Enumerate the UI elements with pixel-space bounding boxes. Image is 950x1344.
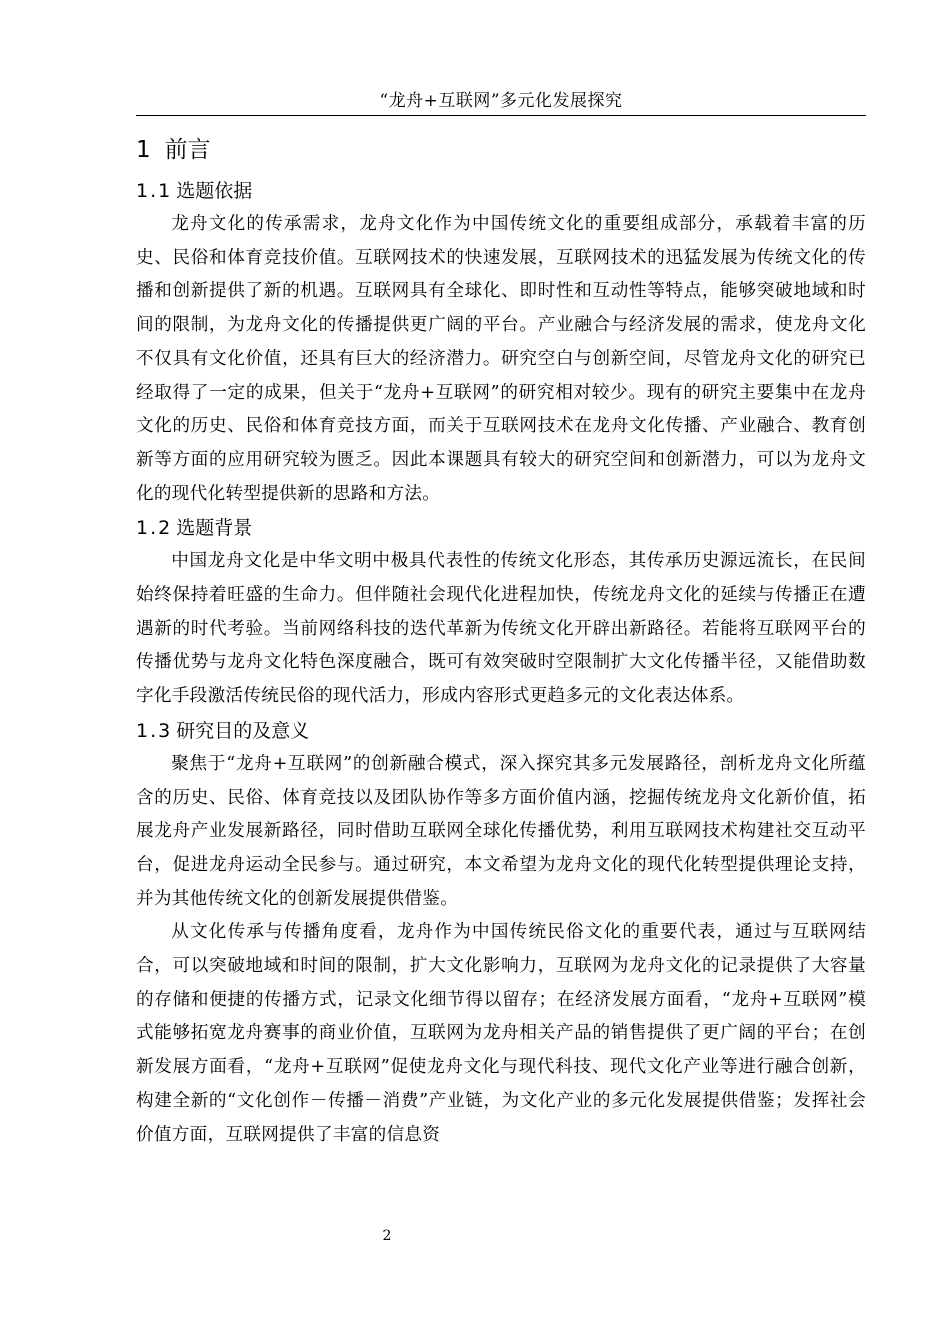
section-heading <box>136 511 866 545</box>
paragraph: 龙舟文化的传承需求，龙舟文化作为中国传统文化的重要组成部分，承载着丰富的历史、民俗和体育竞技价值。互联网技术的快速发展，互联网技术的迅猛发展为传统文化的传播和创新提供了新的机遇。互联网具有全球化、即时性和互动性等特点，能够突破地域和时间的限制，为龙舟文化的传播提供更广阔的平台。产业融合与经济发展的需求，使龙舟文化不仅具有文化价值，还具有巨大的经济潜力。研究空白与创新空间，尽管龙舟文化的研究已经取得了一定的成果，但关于“龙舟+互联网”的研究相对较少。现有的研究主要集中在龙舟文化的历史、民俗和体育竞技方面，而关于互联网技术在龙舟文化传播、产业融合、教育创新等方面的应用研究较为匮乏。因此本课题具有较大的研究空间和创新潜力，可以为龙舟文化的现代化转型提供新的思路和方法。 <box>136 214 866 504</box>
paragraph: 从文化传承与传播角度看，龙舟作为中国传统民俗文化的重要代表，通过与互联网结合，可以突破地域和时间的限制，扩大文化影响力，互联网为龙舟文化的记录提供了大容量的存储和便捷的传播方式，记录文化细节得以留存；在经济发展方面看，“龙舟+互联网”模式能够拓宽龙舟赛事的商业价值，互联网为龙舟相关产品的销售提供了更广阔的平台；在创新发展方面看，“龙舟+互联网”促使龙舟文化与现代科技、现代文化产业等进行融合创新，构建全新的“文化创作－传播－消费”产业链，为文化产业的多元化发展提供借鉴；发挥社会价值方面，互联网提供了丰富的信息资 <box>136 922 866 1145</box>
section-number: 1.1 <box>136 180 173 202</box>
section-number: 1.3 <box>136 719 173 742</box>
section-1-3 <box>136 714 866 1152</box>
header-divider <box>136 115 866 116</box>
section-heading <box>136 714 866 748</box>
section-1-1 <box>136 174 866 511</box>
section-title: 研究目的及意义 <box>176 719 310 742</box>
section-title: 选题依据 <box>176 180 253 202</box>
section-number: 1.2 <box>136 517 173 540</box>
paragraph: 聚焦于“龙舟+互联网”的创新融合模式，深入探究其多元发展路径，剖析龙舟文化所蕴含的历史、民俗、体育竞技以及团队协作等多方面价值内涵，挖掘传统龙舟文化新价值，拓展龙舟产业发展新路径，同时借助互联网全球化传播优势，利用互联网技术构建社交互动平台，促进龙舟运动全民参与。通过研究，本文希望为龙舟文化的现代化转型提供理论支持，并为其他传统文化的创新发展提供借鉴。 <box>136 753 866 909</box>
section-1-2 <box>136 511 866 714</box>
page-body <box>136 130 866 1152</box>
page-number: 2 <box>382 1228 392 1244</box>
section-heading <box>136 174 866 208</box>
paragraph: 中国龙舟文化是中华文明中极具代表性的传统文化形态，其传承历史源远流长，在民间始终保持着旺盛的生命力。但伴随社会现代化进程加快，传统龙舟文化的延续与传播正在遭遇新的时代考验。当前网络科技的迭代革新为传统文化开辟出新路径。若能将互联网平台的传播优势与龙舟文化特色深度融合，既可有效突破时空限制扩大文化传播半径，又能借助数字化手段激活传统民俗的现代活力，形成内容形式更趋多元的文化表达体系。 <box>136 551 866 707</box>
chapter-number: 1 <box>136 137 151 163</box>
chapter-heading <box>136 130 866 170</box>
chapter-title: 前言 <box>164 137 211 163</box>
page-header: “龙舟+互联网”多元化发展探究 <box>379 91 623 111</box>
section-title: 选题背景 <box>176 517 253 540</box>
